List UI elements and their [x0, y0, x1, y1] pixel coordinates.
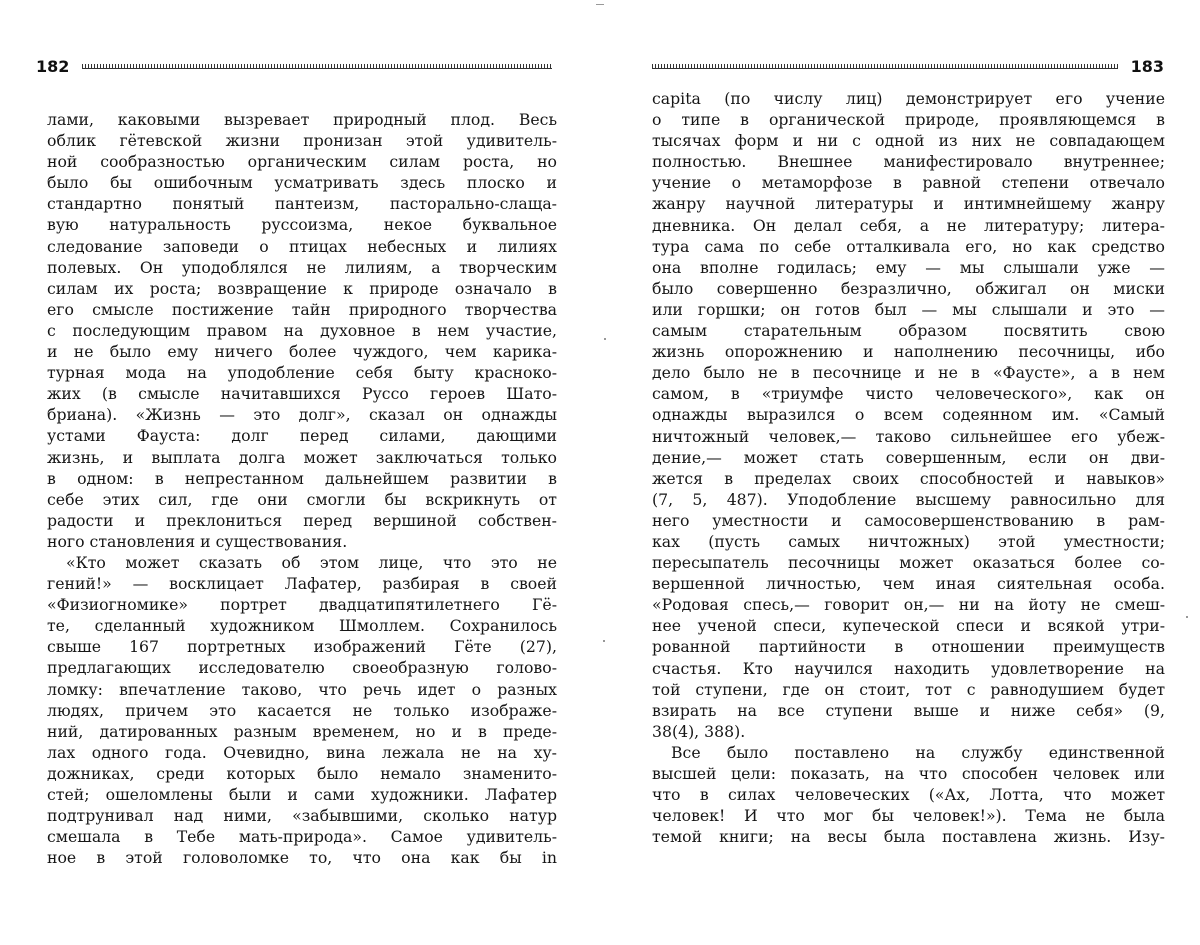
text-line: дение,— может стать совершенным, если он дви- [652, 447, 1165, 467]
text-line: рованной партийности в отношении преимуществ [652, 637, 1165, 657]
text-line: в одном: в непрестанном дальнейшем развитии в [47, 468, 557, 488]
text-line: (7, 5, 487). Уподобление высшему равносильно для [652, 489, 1165, 509]
text-line: людях, причем это касается не только изображе- [47, 700, 557, 720]
text-line: него уместности и самосовершенствованию в рам- [652, 510, 1165, 530]
scan-speck [603, 640, 605, 642]
page-number: 183 [1130, 57, 1164, 76]
text-line: свыше 167 портретных изображений Гёте (27), [47, 637, 557, 657]
text-line: 38(4), 388). [652, 721, 746, 741]
text-line: его смысле постижение тайн природного творчества [47, 299, 557, 319]
scan-speck [1186, 616, 1188, 618]
text-line: счастья. Кто научился находить удовлетворение на [652, 658, 1165, 678]
text-line: тура сама по себе отталкивала его, но как средство [652, 236, 1165, 256]
text-line: следование заповеди о птицах небесных и лилиях [47, 236, 557, 256]
text-line: высшей цели: показать, на что способен человек или [652, 764, 1165, 783]
header-rule [652, 64, 1118, 69]
text-line: с последующим правом на духовное в нем участие, [47, 320, 557, 340]
text-line: и не было ему ничего более чуждого, чем карика- [47, 342, 557, 362]
text-line: пересыпатель песочницы может оказаться более со- [652, 553, 1165, 573]
text-line: ний, датированных разным временем, но и в преде- [47, 721, 557, 741]
text-line: самом, в «триумфе чисто человеческого», как он [652, 384, 1165, 404]
text-line: жанру научной литературы и интимнейшему жанру [652, 194, 1165, 214]
text-line: учение о метаморфозе в равной степени отвечало [652, 173, 1165, 193]
text-line: себе этих сил, где они смогли бы вскрикнуть от [47, 489, 557, 509]
right-page-header [652, 30, 1164, 76]
text-line: самым старательным образом посвятить свою [652, 321, 1165, 341]
header-rule [82, 64, 552, 69]
scan-speck [604, 338, 606, 340]
text-line: ное в этой головоломке то, что она как бы in [47, 848, 557, 868]
text-line: вую натуральность руссоизма, некое буквальное [47, 215, 557, 235]
right-page-text [652, 88, 1165, 847]
text-line: взирать на все ступени выше и ниже себя» (9, [652, 700, 1165, 720]
text-line: нее ученой спеси, купеческой спеси и всякой утри- [652, 616, 1165, 636]
text-line: ной сообразностью органическим силам роста, но [47, 152, 557, 172]
text-line: облик гётевской жизни пронизан этой удивитель- [47, 131, 557, 151]
page-number: 182 [36, 57, 70, 76]
text-line: было бы ошибочным усматривать здесь плоско и [47, 173, 557, 193]
text-line: стандартно понятый пантеизм, пасторально-слаща- [47, 194, 557, 214]
text-line: предлагающих исследователю своеобразную голово- [47, 658, 557, 678]
text-line: жизнь опорожнению и наполнению песочницы, ибо [652, 342, 1165, 362]
text-line: жется в пределах своих способностей и навыков» [652, 468, 1165, 488]
text-line: турная мода на уподобление себя быту красноко- [47, 363, 557, 383]
text-line: темой книги; на весы была поставлена жизнь. Изу- [652, 827, 1165, 847]
text-line: тысячах форм и ни с одной из них не совпадающем [652, 131, 1165, 151]
text-line: ломку: впечатление таково, что речь идет о разных [47, 679, 557, 699]
text-line: ках (пусть самых ничтожных) этой уместности; [652, 531, 1165, 551]
text-line: жизнь, и выплата долга может заключаться только [47, 447, 557, 467]
text-line: те, сделанный художником Шмоллем. Сохранилось [47, 616, 557, 636]
text-line: жих (в смысле начитавшихся Руссо героев Шато- [47, 384, 557, 404]
text-line: вершенной личностью, чем иная сиятельная особа. [652, 574, 1165, 594]
text-line: ного становления и существования. [47, 531, 348, 551]
text-line: capita (по числу лиц) демонстрирует его учение [652, 89, 1165, 108]
text-line: Все было поставлено на службу единственной [671, 742, 1165, 762]
text-line: дело было не в песочнице и не в «Фаусте», а в нем [652, 363, 1165, 383]
text-line: лах одного года. Очевидно, вина лежала не на ху- [47, 742, 557, 762]
text-line: стей; ошеломлены были и сами художники. Лафатер [47, 785, 557, 804]
text-line: о типе в органической природе, проявляющемся в [652, 110, 1165, 130]
text-line: полностью. Внешнее манифестировало внутреннее; [652, 152, 1165, 172]
text-line: той ступени, где он стоит, тот с равнодушием будет [652, 679, 1165, 699]
text-line: человек! И что мог бы человек!»). Тема не была [652, 806, 1165, 826]
text-line: «Кто может сказать об этом лице, что это не [66, 552, 557, 572]
text-line: что в силах человеческих («Ах, Лотта, что может [652, 785, 1165, 805]
text-line: «Родовая спесь,— говорит он,— ни на йоту не смеш- [652, 595, 1165, 615]
text-line: бриана). «Жизнь — это долг», сказал он однажды [47, 405, 557, 425]
text-line: силам их роста; возвращение к природе означало в [47, 278, 557, 298]
text-line: радости и преклониться перед вершиной собствен- [47, 510, 557, 530]
text-line: полевых. Он уподоблялся не лилиям, а творческим [47, 257, 557, 277]
text-line: она вполне годилась; ему — мы слышали уже — [652, 257, 1165, 277]
text-line: или горшки; он готов был — мы слышали и это — [652, 299, 1165, 319]
text-line: ничтожный человек,— таково сильнейшее его убеж- [652, 426, 1165, 446]
text-line: смешала в Тебе мать-природа». Самое удивитель- [47, 827, 557, 847]
text-line: «Физиогномике» портрет двадцатипятилетнего Гё- [47, 595, 557, 615]
text-line: было совершенно безразлично, обжигал он миски [652, 278, 1165, 298]
text-line: дневника. Он делал себя, а не литературу; литера- [652, 215, 1165, 235]
text-line: гений!» — восклицает Лафатер, разбирая в своей [47, 574, 557, 594]
text-line: подтрунивал над ними, «забывшими, сколько натур [47, 806, 557, 826]
right-page [600, 0, 1200, 945]
left-page-header [36, 30, 552, 76]
left-page-text [47, 109, 557, 868]
text-line: устами Фауста: долг перед силами, дающими [47, 426, 557, 446]
text-line: однажды выразился о всем содеянном им. «Самый [652, 405, 1165, 425]
text-line: лами, каковыми вызревает природный плод. Весь [47, 110, 557, 129]
text-line: дожниках, среди которых было немало знаменито- [47, 763, 557, 783]
